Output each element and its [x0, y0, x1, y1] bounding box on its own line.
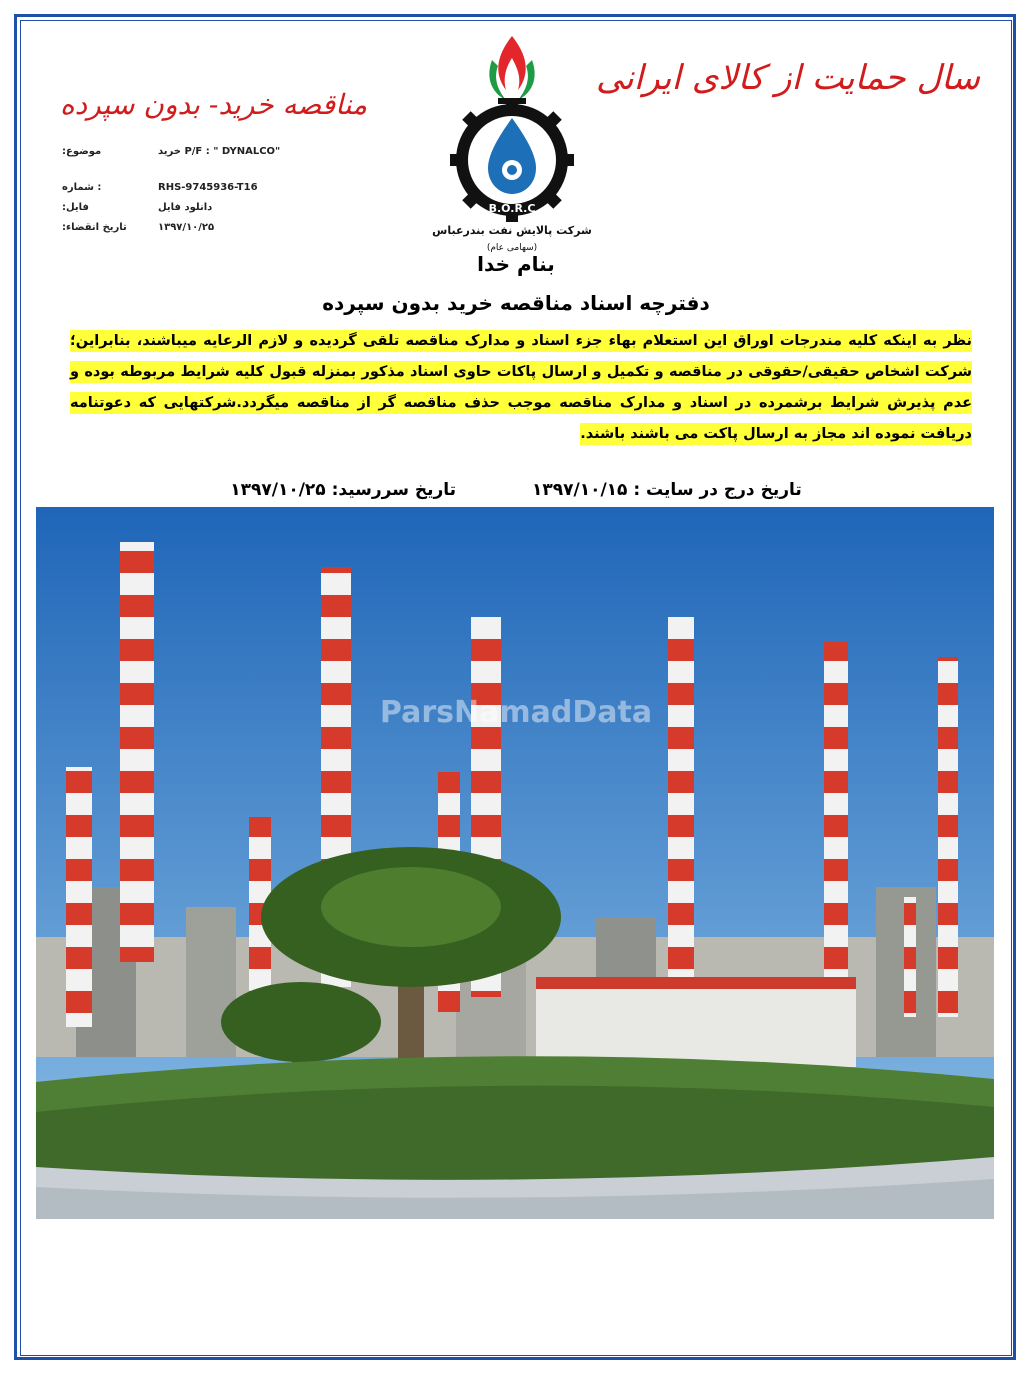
- logo-company-name: شرکت پالایش نفت بندرعباس: [432, 224, 592, 237]
- expiry-row: [62, 222, 292, 242]
- borc-logo-icon: [426, 34, 598, 254]
- tender-dates: [0, 480, 1032, 500]
- company-logo: [426, 34, 598, 254]
- number-label: : شماره: [62, 182, 102, 193]
- tender-type-heading: مناقصه خرید- بدون سپرده: [60, 88, 368, 121]
- subject-value: خرید P/F : " DYNALCO": [158, 146, 281, 157]
- subject-row: [62, 146, 292, 182]
- file-row: [62, 202, 292, 222]
- intro-text: نظر به اینکه کلیه مندرجات اوراق این استعلام بهاء جزء اسناد و مدارک مناقصه تلقی گردیده و لازم الرعایه میباشند، بنابراین؛ شرکت اشخاص حقیقی/حقوقی در مناقصه و تکمیل و ارسال پاکات حاوی اسناد مذکور بمنزله قبول کلیه شرایط مربوطه بوده و عدم پذیرش شرایط برشمرده در اسناد و مدارک مناقصه موجب حذف مناقصه گر از مناقصه میگردد.شرکتهایی که دعوتنامه دریافت نموده اند مجاز به ارسال پاکت می باشند باشند.: [70, 330, 972, 445]
- subject-label: موضوع:: [62, 146, 102, 157]
- refinery-image: [36, 507, 994, 1219]
- file-download-link[interactable]: دانلود فایل: [158, 202, 213, 213]
- number-row: [62, 182, 292, 202]
- posted-date: تاریخ درج در سایت : ۱۳۹۷/۱۰/۱۵: [531, 480, 802, 500]
- intro-paragraph: [70, 326, 972, 450]
- due-date: تاریخ سررسید: ۱۳۹۷/۱۰/۲۵: [230, 480, 457, 500]
- tender-metadata: [62, 146, 292, 242]
- basmala: بنام خدا: [477, 252, 555, 276]
- document-title: دفترچه اسناد مناقصه خرید بدون سپرده: [322, 291, 710, 315]
- refinery-photo: [36, 507, 994, 1219]
- watermark-text: ParsNamadData: [379, 695, 653, 730]
- expiry-value: ۱۳۹۷/۱۰/۲۵: [158, 222, 215, 233]
- file-label: فایل:: [62, 202, 89, 213]
- logo-acronym: B.O.R.C: [488, 202, 536, 215]
- logo-company-type: (سهامی عام): [486, 243, 538, 253]
- number-value: RHS-9745936-T16: [158, 182, 258, 193]
- expiry-label: تاریخ انقضاء:: [62, 222, 127, 233]
- year-slogan: سال حمایت از کالای ایرانی: [596, 58, 980, 98]
